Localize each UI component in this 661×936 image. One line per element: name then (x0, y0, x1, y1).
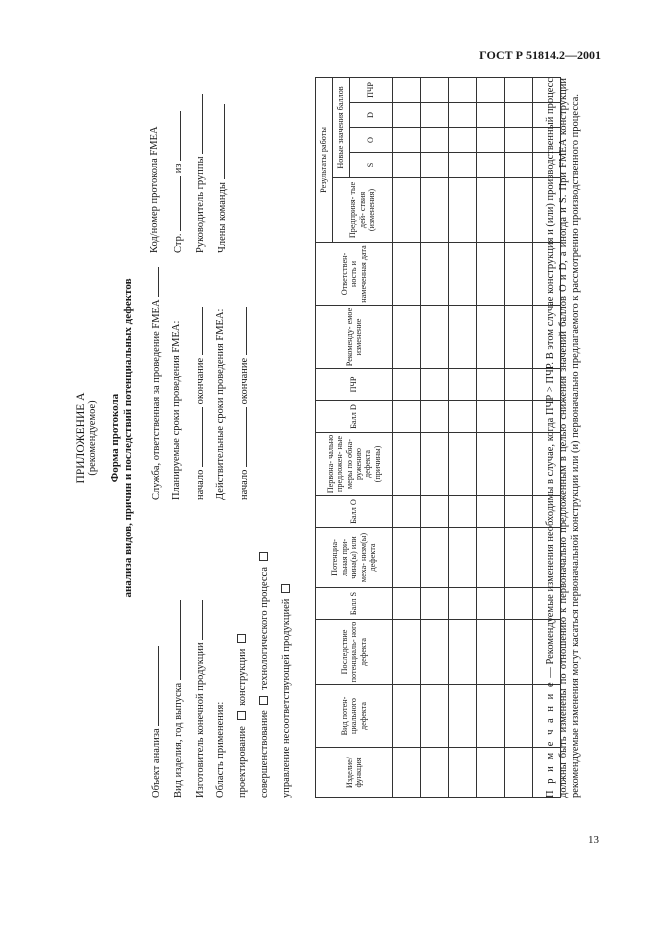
table-cell[interactable] (393, 401, 421, 433)
field-planned-label: Планируемые сроки проведения FMEA: (171, 320, 182, 500)
table-cell[interactable] (477, 369, 505, 401)
col-results: Результаты работы (316, 78, 333, 243)
field-improvement (259, 549, 272, 798)
col-new-o: O (350, 128, 393, 153)
table-row (505, 78, 533, 798)
table-cell[interactable] (421, 306, 449, 369)
table-cell[interactable] (421, 588, 449, 620)
table-cell[interactable] (421, 128, 449, 153)
col-defect-type: Вид потен- циального дефекта (316, 685, 393, 748)
field-product-type (171, 600, 186, 798)
note-text: — Рекомендуемые изменения необходимы в случае, когда ПЧР > ПЧР. В этом случае конструкция и (или) производственный процесс должны быть изменены по отношению к первоначально предложенным в целью снижения значений баллов O и D, а иногда и S. При FMEA конструкции рекомендуемые изменения могут касаться первоначальной конструкции или (и) первоначально предлагаемого к рассмотрению производственного процесса. (545, 78, 582, 798)
table-cell[interactable] (393, 128, 421, 153)
improvement-label: совершенствование (259, 710, 270, 798)
col-product: Изделие/ функция (316, 748, 393, 798)
col-consequence: Последствие потенциаль- ного дефекта (316, 620, 393, 685)
col-recommended: Рекоменду- емое изменение (316, 306, 393, 369)
field-page-label: Стр. (173, 233, 184, 253)
rotated-form (75, 78, 582, 798)
note-label: П р и м е ч а н и е (545, 680, 556, 798)
construction-label: конструкции (237, 648, 248, 706)
table-cell[interactable] (393, 178, 421, 243)
table-cell[interactable] (505, 78, 533, 103)
field-code-label: Код/номер протокола FMEA (149, 126, 160, 253)
table-cell[interactable] (477, 401, 505, 433)
table-cell[interactable] (505, 243, 533, 306)
table-cell[interactable] (449, 78, 477, 103)
nonconforming-label: управление несоответствующей продукцией (281, 598, 292, 798)
col-score-d: Балл D (316, 401, 393, 433)
table-cell[interactable] (393, 243, 421, 306)
table-cell[interactable] (393, 748, 421, 798)
table-cell[interactable] (421, 178, 449, 243)
field-planned (171, 321, 184, 500)
field-page (171, 111, 186, 253)
table-cell[interactable] (449, 748, 477, 798)
field-page-line[interactable] (171, 176, 181, 231)
improvement-checkbox[interactable] (259, 696, 268, 705)
col-detection: Первона- чально предложен- ные меры по обна- ружению дефекта (причины) (316, 433, 393, 496)
field-object-line[interactable] (149, 646, 159, 726)
col-new-scores: Новые значения баллов (333, 78, 350, 178)
table-cell[interactable] (449, 496, 477, 528)
table-cell[interactable] (505, 528, 533, 588)
table-cell[interactable] (477, 128, 505, 153)
table-cell[interactable] (421, 401, 449, 433)
table-cell[interactable] (505, 620, 533, 685)
col-responsibility: Ответствен- ность и намеченная дата (316, 243, 393, 306)
col-score-o: Балл O (316, 496, 393, 528)
table-cell[interactable] (421, 433, 449, 496)
actual-start-line[interactable] (237, 407, 247, 467)
table-cell[interactable] (421, 103, 449, 128)
field-product-type-label: Вид изделия, год выпуска (173, 682, 184, 798)
table-cell[interactable] (393, 620, 421, 685)
table-cell[interactable] (449, 103, 477, 128)
field-product-type-line[interactable] (171, 600, 181, 680)
table-cell[interactable] (421, 496, 449, 528)
planned-start-line[interactable] (193, 407, 203, 467)
field-manufacturer-line[interactable] (193, 600, 203, 640)
table-cell[interactable] (393, 153, 421, 178)
table-cell[interactable] (449, 128, 477, 153)
field-service (149, 267, 164, 500)
construction-checkbox[interactable] (237, 634, 246, 643)
col-actions: Предприня- тые дей- ствия (изменения) (333, 178, 393, 243)
table-cell[interactable] (505, 401, 533, 433)
field-manufacturer (193, 600, 208, 798)
table-cell[interactable] (393, 369, 421, 401)
planned-end-line[interactable] (193, 307, 203, 355)
table-cell[interactable] (477, 528, 505, 588)
col-pchr: ПЧР (316, 369, 393, 401)
table-cell[interactable] (393, 496, 421, 528)
table-cell[interactable] (477, 433, 505, 496)
table-cell[interactable] (449, 401, 477, 433)
actual-start-label: начало (239, 469, 250, 500)
planned-end-label: окончание (195, 357, 206, 405)
table-cell[interactable] (421, 748, 449, 798)
design-label: проектирование (237, 726, 248, 798)
table-cell[interactable] (505, 433, 533, 496)
table-cell[interactable] (477, 103, 505, 128)
field-of-label: из (173, 163, 184, 174)
table-cell[interactable] (505, 685, 533, 748)
field-of-line[interactable] (171, 111, 181, 161)
table-cell[interactable] (505, 128, 533, 153)
field-planned-dates (193, 307, 208, 500)
field-nonconforming (281, 581, 294, 798)
table-cell[interactable] (477, 620, 505, 685)
table-cell[interactable] (393, 433, 421, 496)
col-cause: Потенциа- льная при- чина(ы) или меха- низм(ы) дефекта (316, 528, 393, 588)
field-object (149, 646, 164, 798)
table-cell[interactable] (505, 103, 533, 128)
table-cell[interactable] (477, 496, 505, 528)
table-cell[interactable] (393, 78, 421, 103)
field-service-line[interactable] (149, 267, 159, 297)
table-cell[interactable] (393, 103, 421, 128)
table-cell[interactable] (505, 496, 533, 528)
field-members (215, 104, 230, 253)
table-cell[interactable] (449, 369, 477, 401)
col-new-d: D (350, 103, 393, 128)
table-cell[interactable] (393, 685, 421, 748)
col-score-s: Балл S (316, 588, 393, 620)
table-cell[interactable] (477, 78, 505, 103)
table-cell[interactable] (505, 369, 533, 401)
table-cell[interactable] (505, 588, 533, 620)
table-cell[interactable] (477, 178, 505, 243)
design-checkbox[interactable] (237, 711, 246, 720)
table-cell[interactable] (449, 153, 477, 178)
appendix-title: ПРИЛОЖЕНИЕ А (75, 392, 87, 484)
actual-end-line[interactable] (237, 307, 247, 355)
table-cell[interactable] (505, 178, 533, 243)
fmea-table (315, 77, 561, 798)
field-design (237, 631, 250, 798)
form-subtitle: анализа видов, причин и последствий потенциальных дефектов (122, 278, 134, 598)
table-cell[interactable] (449, 685, 477, 748)
table-cell[interactable] (477, 153, 505, 178)
field-members-line[interactable] (215, 104, 225, 179)
table-cell[interactable] (449, 178, 477, 243)
col-new-s: S (350, 153, 393, 178)
table-row (421, 78, 449, 798)
table-cell[interactable] (477, 243, 505, 306)
table-cell[interactable] (505, 748, 533, 798)
form-title: Форма протокола (109, 393, 121, 483)
table-cell[interactable] (421, 243, 449, 306)
table-cell[interactable] (393, 306, 421, 369)
process-checkbox[interactable] (259, 552, 268, 561)
table-cell[interactable] (477, 748, 505, 798)
table-cell[interactable] (449, 528, 477, 588)
table-cell[interactable] (449, 620, 477, 685)
table-cell[interactable] (421, 528, 449, 588)
table-cell[interactable] (421, 78, 449, 103)
appendix-status: (рекомендуемое) (87, 400, 98, 476)
table-cell[interactable] (421, 620, 449, 685)
field-scope (215, 702, 228, 798)
field-leader-label: Руководитель группы (195, 156, 206, 253)
process-label: технологического процесса (259, 567, 270, 690)
field-leader-line[interactable] (193, 94, 203, 154)
table-cell[interactable] (393, 588, 421, 620)
table-cell[interactable] (449, 243, 477, 306)
table-row (477, 78, 505, 798)
nonconforming-checkbox[interactable] (281, 584, 290, 593)
table-cell[interactable] (477, 685, 505, 748)
planned-start-label: начало (195, 469, 206, 500)
page-number: 13 (588, 834, 599, 846)
note (545, 78, 583, 798)
table-cell[interactable] (421, 685, 449, 748)
actual-end-label: окончание (239, 357, 250, 405)
table-row (449, 78, 477, 798)
field-object-label: Объект анализа (151, 728, 162, 798)
table-cell[interactable] (449, 433, 477, 496)
field-members-label: Члены команды (217, 182, 228, 253)
col-new-pchr: ПЧР (350, 78, 393, 103)
table-cell[interactable] (477, 588, 505, 620)
table-cell[interactable] (393, 528, 421, 588)
table-cell[interactable] (477, 306, 505, 369)
field-scope-label: Область применения: (215, 701, 226, 798)
field-manufacturer-label: Изготовитель конечной продукции (195, 642, 206, 798)
field-leader (193, 94, 208, 253)
table-cell[interactable] (449, 588, 477, 620)
table-cell[interactable] (505, 306, 533, 369)
table-row (393, 78, 421, 798)
field-actual-label: Действительные сроки проведения FMEA: (215, 308, 226, 500)
table-cell[interactable] (421, 369, 449, 401)
table-cell[interactable] (421, 153, 449, 178)
standard-header: ГОСТ Р 51814.2—2001 (479, 48, 601, 62)
field-actual (215, 309, 228, 500)
field-code (149, 126, 162, 253)
table-cell[interactable] (449, 306, 477, 369)
field-service-label: Служба, ответственная за проведение FMEA (151, 300, 162, 500)
table-cell[interactable] (505, 153, 533, 178)
field-actual-dates (237, 307, 252, 500)
